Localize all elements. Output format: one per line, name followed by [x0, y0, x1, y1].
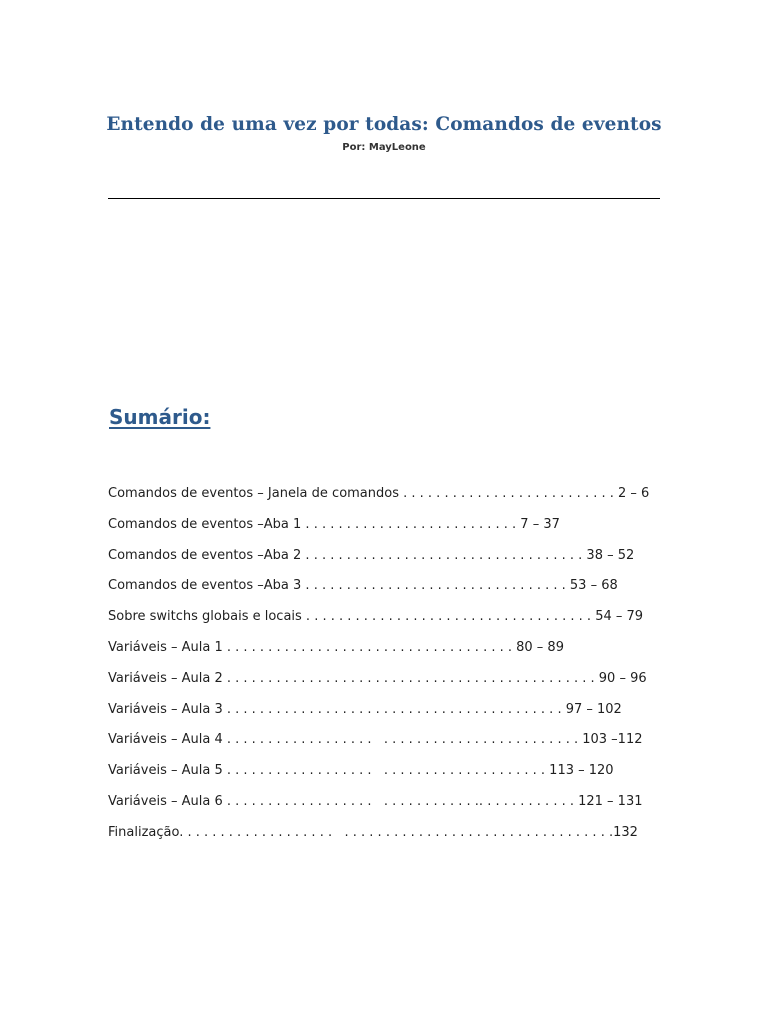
toc-entry: Variáveis – Aula 1 . . . . . . . . . . . . . . . . . . . . . . . . . . . . . . . . . . . 80 – 89 [108, 639, 564, 655]
toc-entry: Finalização. . . . . . . . . . . . . . . . . . . . . . . . . . . . . . . . . . . . . . . . . . . . . . . . . . . .132 [108, 824, 638, 840]
toc-entry: Comandos de eventos –Aba 2 . . . . . . . . . . . . . . . . . . . . . . . . . . . . . . . . . . 38 – 52 [108, 547, 635, 563]
title-divider [108, 198, 660, 199]
toc-entry: Variáveis – Aula 2 . . . . . . . . . . . . . . . . . . . . . . . . . . . . . . . . . . . . . . . . . . . . . 90 – 96 [108, 670, 647, 686]
toc-entry: Sobre switchs globais e locais . . . . . . . . . . . . . . . . . . . . . . . . . . . . . . . . . . . 54 – 79 [108, 609, 644, 625]
toc-list [108, 485, 668, 855]
toc-entry: Comandos de eventos –Aba 1 . . . . . . . . . . . . . . . . . . . . . . . . . . 7 – 37 [108, 516, 560, 532]
page-title: Entendo de uma vez por todas: Comandos de eventos [106, 114, 662, 135]
page-author: Por: MayLeone [342, 142, 426, 153]
toc-entry: Comandos de eventos –Aba 3 . . . . . . . . . . . . . . . . . . . . . . . . . . . . . . . . 53 – 68 [108, 578, 618, 594]
toc-entry: Variáveis – Aula 6 . . . . . . . . . . . . . . . . . . . . . . . . . . . . . .. . . . . . . . . . . . 121 – 131 [108, 793, 643, 809]
toc-entry: Comandos de eventos – Janela de comandos . . . . . . . . . . . . . . . . . . . . . . . . . . 2 – 6 [108, 486, 650, 501]
toc-entry: Variáveis – Aula 3 . . . . . . . . . . . . . . . . . . . . . . . . . . . . . . . . . . . . . . . . . 97 – 102 [108, 701, 622, 717]
toc-entry: Variáveis – Aula 4 . . . . . . . . . . . . . . . . . . . . . . . . . . . . . . . . . . . . . . . . . . 103 –112 [108, 732, 643, 748]
toc-entry: Variáveis – Aula 5 . . . . . . . . . . . . . . . . . . . . . . . . . . . . . . . . . . . . . . 113 – 120 [108, 763, 614, 779]
toc-heading: Sumário: [109, 405, 211, 429]
